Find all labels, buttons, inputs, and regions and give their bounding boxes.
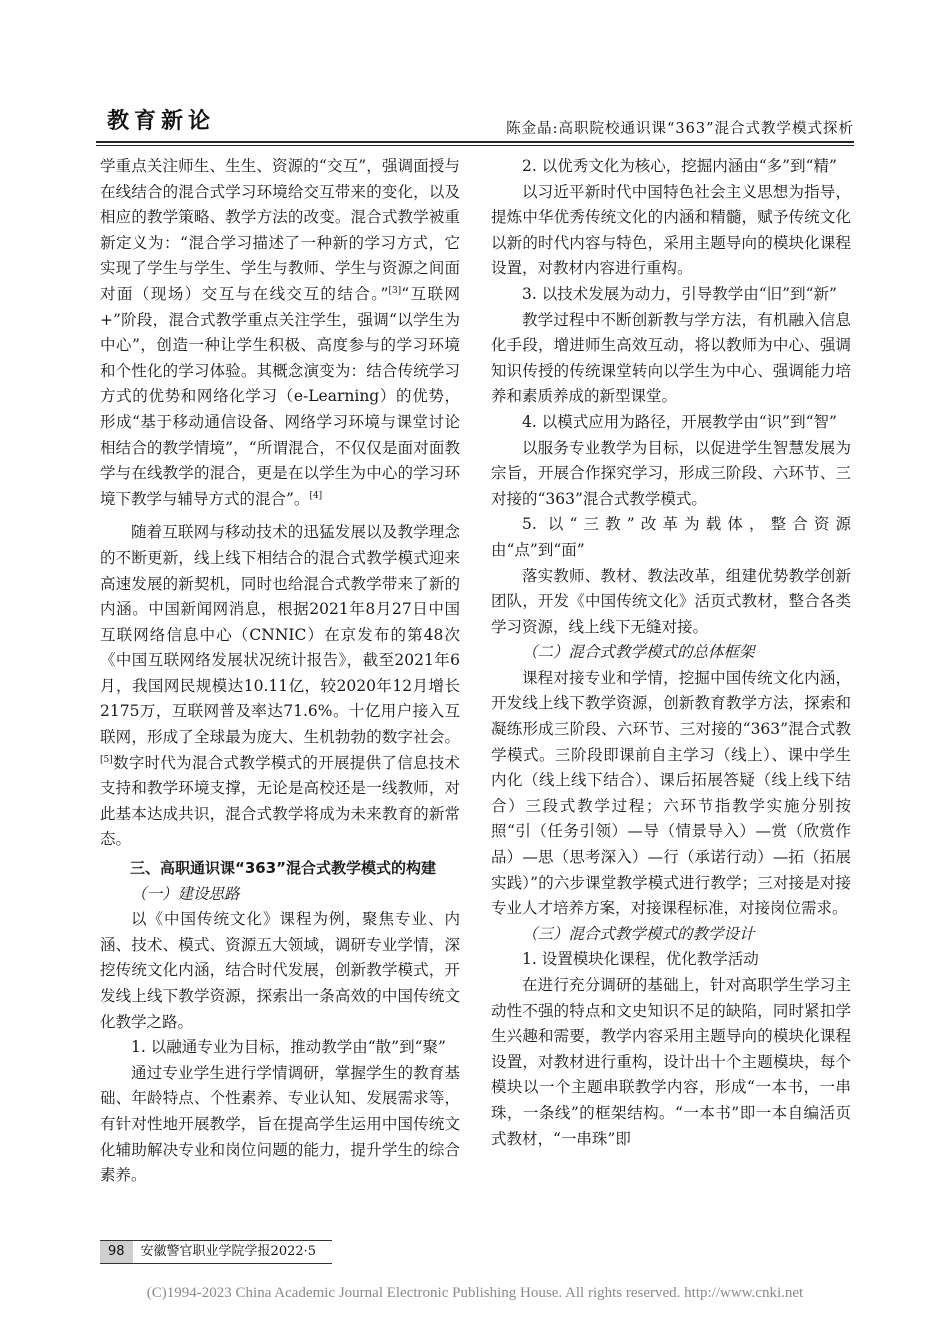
paragraph — [100, 520, 460, 853]
paragraph-text: 随着互联网与移动技术的迅猛发展以及教学理念的不断更新，线上线下相结合的混合式教学模式迎来高速发展的新契机，同时也给混合式教学带来了新的内涵。中国新闻网消息，根据2021年8月27日中国互联网络信息中心（CNNIC）在京发布的第48次《中国互联网络发展状况统计报告》，截至2021年6月，我国网民规模达10.11亿，较2020年12月增长2175万，互联网普及率达71.6%。十亿用户接入互联网，形成了全球最为庞大、生机勃勃的数字社会。 — [100, 523, 460, 747]
page-footer — [100, 1240, 332, 1264]
page-number: 98 — [100, 1241, 133, 1263]
subsection-heading: （一）建设思路 — [131, 884, 240, 903]
paragraph: 落实教师、教材、教法改革，组建优势教学创新团队，开发《中国传统文化》活页式教材，整合各类学习资源，线上线下无缝对接。 — [491, 566, 851, 636]
journal-section-title: 教育新论 — [107, 109, 216, 134]
subsection-heading: （三）混合式教学模式的教学设计 — [522, 924, 755, 943]
list-item: 3. 以技术发展为动力，引导教学由“旧”到“新” — [522, 284, 837, 303]
list-item: 5. 以“三教”改革为载体，整合资源由“点”到“面” — [491, 515, 851, 559]
list-item: 1. 以融通专业为目标，推动教学由“散”到“聚” — [131, 1038, 446, 1057]
right-column — [491, 154, 851, 1152]
citation-5: [5] — [100, 754, 113, 765]
citation-4: [4] — [309, 490, 323, 501]
subsection-heading: （二）混合式教学模式的总体框架 — [522, 643, 755, 662]
list-item: 4. 以模式应用为路径，开展教学由“识”到“智” — [522, 412, 837, 431]
paragraph: 教学过程中不断创新教与学方法，有机融入信息化手段，增进师生高效互动，将以教师为中心、强调知识传授的传统课堂转向以学生为中心、强调能力培养和素质养成的新型课堂。 — [491, 310, 851, 406]
paragraph: 在进行充分调研的基础上，针对高职学生学习主动性不强的特点和文史知识不足的缺陷，同时紧扣学生兴趣和需要，教学内容采用主题导向的模块化课程设置，对教材进行重构，设计出十个主题模块，每个模块以一个主题串联教学内容，形成“一本书，一串珠，一条线”的框架结构。“一本书”即一本自编活页式教材，“一串珠”即 — [491, 976, 851, 1148]
left-column — [100, 154, 460, 1189]
paragraph-text: 数字时代为混合式教学模式的开展提供了信息技术支持和教学环境支撑，无论是高校还是一线教师，对此基本达成共识，混合式教学将成为未来教育的新常态。 — [100, 753, 460, 849]
paragraph: 通过专业学生进行学情调研，掌握学生的教育基础、年龄特点、个性素养、专业认知、发展需求等，有针对性地开展教学，旨在提高学生运用中国传统文化辅助解决专业和岗位问题的能力，提升学生的综合素养。 — [100, 1063, 460, 1185]
citation-3: [3] — [388, 285, 402, 296]
section-heading: 三、高职通识课“363”混合式教学模式的构建 — [130, 859, 437, 878]
journal-name: 安徽警官职业学院学报2022·5 — [140, 1244, 317, 1259]
header-rule — [96, 141, 854, 146]
list-item: 2. 以优秀文化为核心，挖掘内涵由“多”到“精” — [522, 157, 837, 175]
paragraph: 以《中国传统文化》课程为例，聚焦专业、内涵、技术、模式、资源五大领域，调研专业学情，深挖传统文化内涵，结合时代发展，创新教学模式，开发线上线下教学资源，探索出一条高效的中国传统文化教学之路。 — [100, 910, 460, 1031]
paragraph — [100, 154, 460, 512]
paragraph: 以习近平新时代中国特色社会主义思想为指导，提炼中华优秀传统文化的内涵和精髓，赋予传统文化以新的时代内容与特色，采用主题导向的模块化课程设置，对教材内容进行重构。 — [491, 182, 851, 278]
copyright-notice: (C)1994-2023 China Academic Journal Electronic Publishing House. All rights reserved. http://www.cnki.net — [146, 1285, 804, 1301]
paragraph: 课程对接专业和学情，挖掘中国传统文化内涵，开发线上线下教学资源，创新教育教学方法，探索和凝练形成三阶段、六环节、三对接的“363”混合式教学模式。三阶段即课前自主学习（线上）、课中学生内化（线上线下结合）、课后拓展答疑（线上线下结合）三段式教学过程；六环节指教学实施分别按照“引（任务引领）—导（情景导入）—赏（欣赏作品）—思（思考深入）—行（承诺行动）—拓（拓展实践）”的六步课堂教学模式进行教学；三对接是对接专业人才培养方案，对接课程标准，对接岗位需求。 — [491, 668, 851, 918]
list-item: 1. 设置模块化课程，优化教学活动 — [522, 950, 759, 969]
article-running-title: 陈金晶:高职院校通识课“363”混合式教学模式探析 — [506, 121, 854, 137]
paragraph-text: “互联网+”阶段，混合式教学重点关注学生，强调“以学生为中心”，创造一种让学生积极、高度参与的学习环境和个性化的学习体验。其概念演变为：结合传统学习方式的优势和网络化学习（e-Learning）的优势，形成“基于移动通信设备、网络学习环境与课堂讨论相结合的教学情境”，“所谓混合，不仅仅是面对面教学与在线教学的混合，更是在以学生为中心的学习环境下教学与辅导方式的混合”。 — [100, 284, 460, 508]
paragraph-text: 学重点关注师生、生生、资源的“交互”，强调面授与在线结合的混合式学习环境给交互带来的变化，以及相应的教学策略、教学方法的改变。混合式教学被重新定义为：“混合学习描述了一种新的学习方式，它实现了学生与学生、学生与教师、学生与资源之间面对面（现场）交互与在线交互的结合。” — [100, 157, 460, 303]
paragraph: 以服务专业教学为目标，以促进学生智慧发展为宗旨，开展合作探究学习，形成三阶段、六环节、三对接的“363”混合式教学模式。 — [491, 438, 851, 508]
